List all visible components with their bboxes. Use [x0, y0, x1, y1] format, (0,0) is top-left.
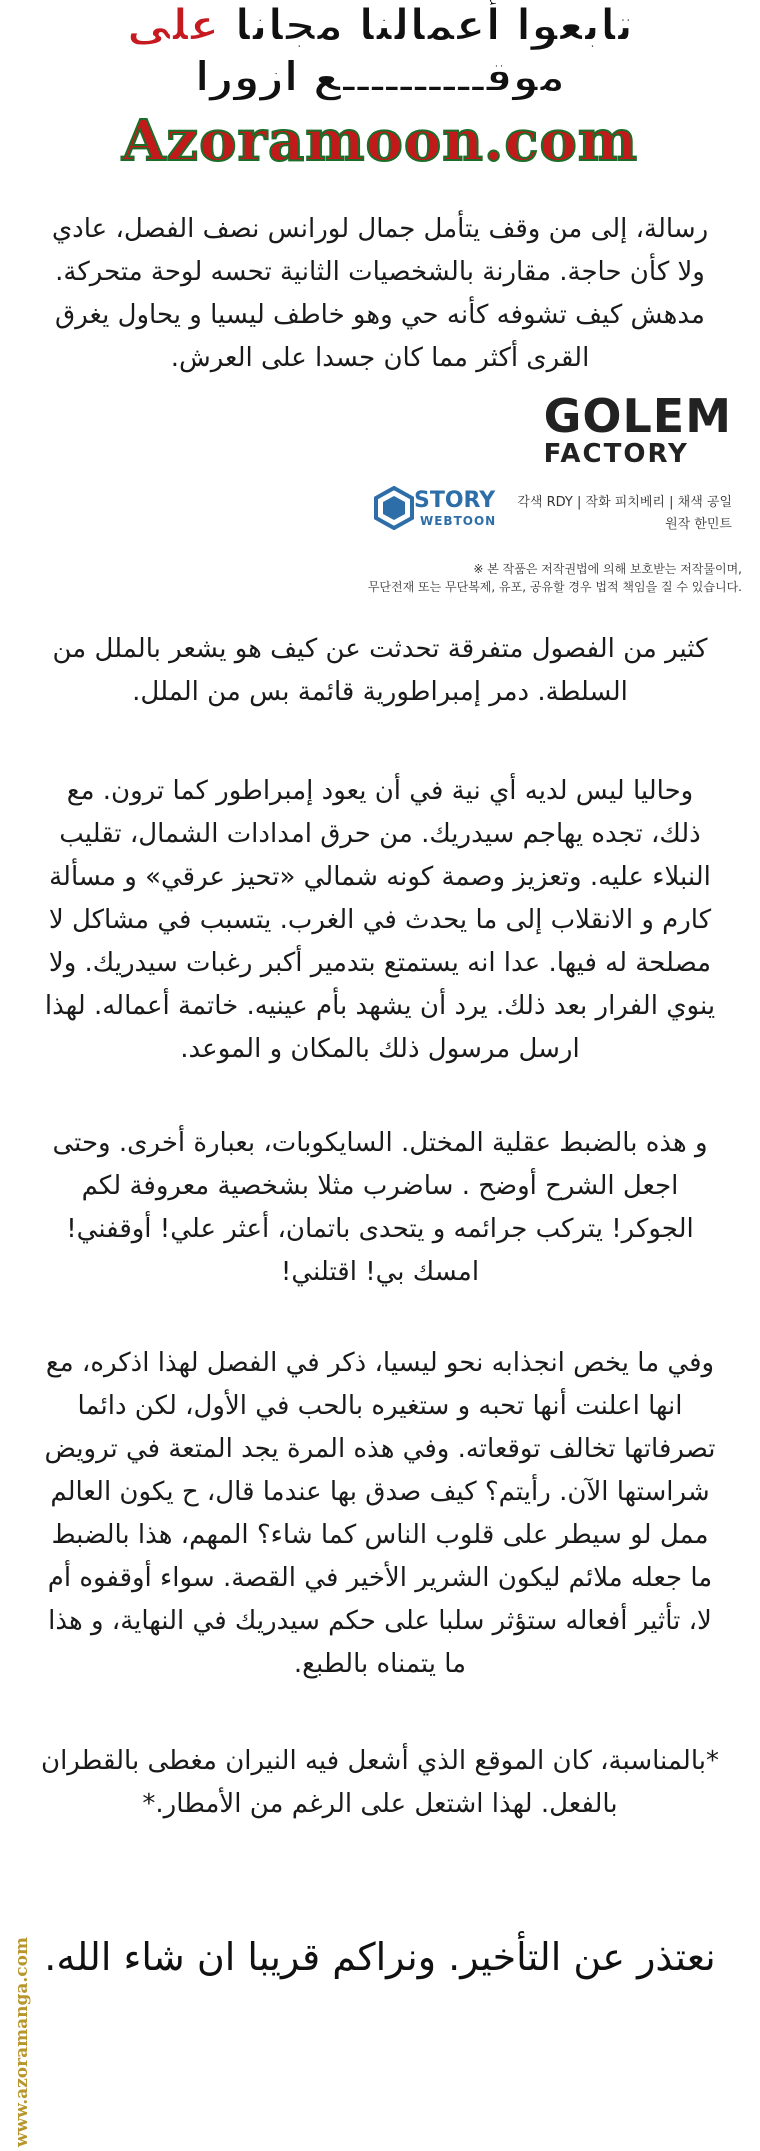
staff-credits — [517, 492, 732, 536]
banner-follow-dark: تابعوا أعمالنا مجانا — [234, 0, 634, 51]
translator-note-paragraph-5: وفي ما يخص انجذابه نحو ليسيا، ذكر في الفصل لهذا اذكره، مع انها اعلنت أنها تحبه و ستغيره بالحب في الأول، لكن دائما تصرفاتها تخالف توقعاته. وفي هذه المرة يجد المتعة في ترويض شراستها الآن. رأيتم؟ كيف صدق بها عندما قال، ح يكون العالم ممل لو سيطر على قلوب الناس كما شاء؟ المهم، هذا بالضبط ما جعله ملائم ليكون الشرير الأخير في القصة. سواء أوقفوه أم لا، تأثير أفعاله ستؤثر سلبا على حكم سيدريك في النهاية، و هذا ما يتمناه بالطبع. — [44, 1348, 716, 1679]
side-watermark-text: www.azoramanga.com — [12, 1937, 32, 2147]
translator-note-paragraph-2: كثير من الفصول متفرقة تحدثت عن كيف هو يشعر بالملل من السلطة. دمر إمبراطورية قائمة بس من الملل. — [52, 634, 708, 707]
translator-note-paragraph-1: رسالة، إلى من وقف يتأمل جمال لورانس نصف الفصل، عادي ولا كأن حاجة. مقارنة بالشخصيات الثانية تحسه لوحة متحركة. مدهش كيف تشوفه كأنه حي وهو خاطف ليسيا و يحاول يغرق القرى أكثر مما كان جسدا على العرش. — [51, 214, 709, 373]
story-webtoon-icon — [372, 486, 416, 530]
translator-note-paragraph-3: وحاليا ليس لديه أي نية في أن يعود إمبراطور كما ترون. مع ذلك، تجده يهاجم سيدريك. من حرق امدادات الشمال، تقليب النبلاء عليه. وتعزيز وصمة كونه شمالي «تحيز عرقي» و مسألة كارم و الانقلاب إلى ما يحدث في الغرب. يتسبب في مشاكل لا مصلحة له فيها. عدا انه يستمتع بتدمير أكبر رغبات سيدريك. ولا ينوي الفرار بعد ذلك. يرد أن يشهد بأم عينيه. خاتمة أعماله. لهذا ارسل مرسول ذلك بالمكان و الموعد. — [44, 776, 716, 1064]
story-webtoon-logo — [372, 484, 497, 534]
copyright-notice — [368, 560, 742, 596]
translator-note-paragraph-4: و هذه بالضبط عقلية المختل. السايكوبات، بعبارة أخرى. وحتى اجعل الشرح أوضح . ساضرب مثلا بشخصية معروفة لكم الجوكر! يتركب جرائمه و يتحدى باتمان، أعثر علي! أوقفني! امسك بي! اقتلني! — [52, 1128, 708, 1287]
closing-apology: نعتذر عن التأخير. ونراكم قريبا ان شاء الله. — [44, 1935, 716, 1979]
staff-credits-line2: 원작 한민트 — [665, 517, 732, 532]
golem-logo-line1: GOLEM — [543, 389, 732, 443]
golem-logo-line2: FACTORY — [543, 439, 689, 469]
copyright-notice-line2: 무단전재 또는 무단복제, 유포, 공유할 경우 법적 책임을 질 수 있습니다. — [367, 580, 742, 594]
site-banner — [0, 0, 760, 180]
story-logo-title: STORY — [414, 488, 496, 513]
banner-site-url: Azoramoon.com — [121, 108, 639, 174]
staff-credits-line1: 각색 RDY | 작화 피치베리 | 채색 공일 — [517, 495, 732, 510]
copyright-notice-line1: ※ 본 작품은 저작권법에 의해 보호받는 저작물이며, — [473, 562, 742, 576]
golem-factory-logo — [543, 389, 732, 469]
banner-site-label: موقــــــــــع ازورا — [195, 52, 565, 101]
banner-follow-text — [0, 0, 760, 51]
translator-note-paragraph-6: *بالمناسبة، كان الموقع الذي أشعل فيه النيران مغطى بالقطران بالفعل. لهذا اشتعل على الرغم من الأمطار.* — [40, 1746, 720, 1819]
story-logo-sub: WEBTOON — [420, 514, 497, 528]
side-watermark — [8, 1885, 36, 2151]
banner-follow-red: على — [126, 0, 220, 51]
credits-block — [0, 389, 760, 602]
